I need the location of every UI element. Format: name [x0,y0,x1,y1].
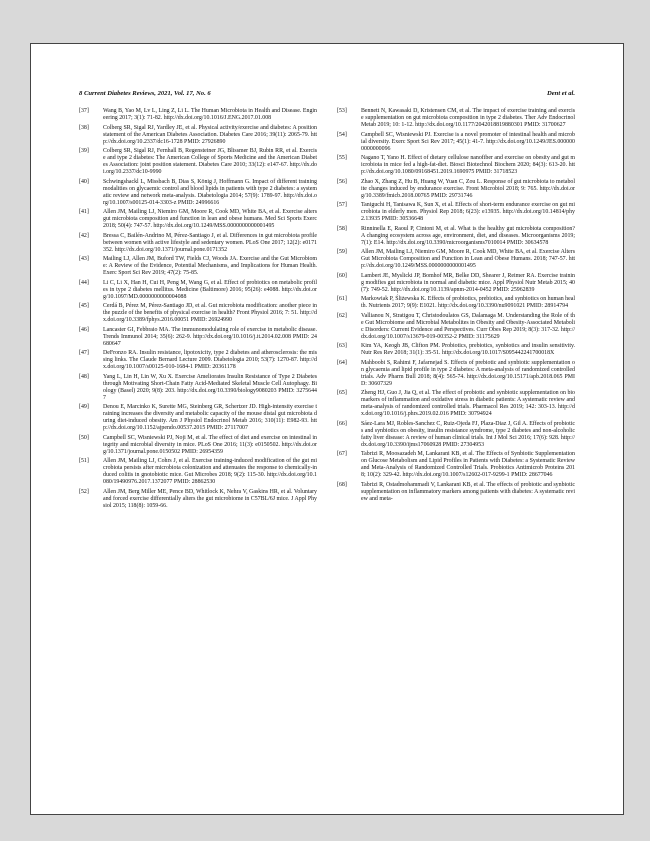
reference-number: [59] [337,249,347,255]
reference-number: [47] [79,350,89,356]
document-page [30,43,624,815]
reference-text: Schwingshackl L, Missbach B, Dias S, König J, Hoffmann G. Impact of different training modalities on glycaemic control and blood lipids in patients with type 2 diabetes: a systematic review and network meta-analysis. Diabetologia 2014; 57(9): 1789-97. http://dx.doi.org/10.1007/s00125-014-3303-z PMID: 24996616 [103,178,317,206]
reference-entry [337,202,575,223]
reference-entry [337,132,575,153]
reference-text: Zheng HJ, Guo J, Jia Q, et al. The effect of probiotic and synbiotic supplementation on biomarkers of inflammation and oxidative stress in diabetic patients: A systematic review and meta-analysis of randomized controlled trials. Pharmacol Res 2019; 142: 303-13. http://dx.doi.org/10.1016/j.phrs.2019.02.016 PMID: 30794924 [361,390,575,417]
reference-text: Li C, Li X, Han H, Cui H, Peng M, Wang G, et al. Effect of probiotics on metabolic profiles in type 2 diabetes mellitus. Medicine (Baltimore) 2016; 95(26): e4088. http://dx.doi.org/10.1097/MD.0000000000004088 [103,279,317,300]
reference-number: [61] [337,296,347,302]
reference-text: Vallianou N, Stratigou T, Christodoulatos GS, Dalamaga M. Understanding the Role of the Gut Microbiome and Microbial Metabolites in Obesity and Obesity-Associated Metabolic Disorders: Current Evidence and Perspectives. Curr Obes Rep 2019; 8(3): 317-32. http://dx.doi.org/10.1007/s13679-019-00352-2 PMID: 31175629 [361,312,575,340]
reference-text: Yang L, Lin H, Lin W, Xu X. Exercise Ameliorates Insulin Resistance of Type 2 Diabetes through Motivating Short-Chain Fatty Acid-Mediated Skeletal Muscle Cell Autophagy. Biology (Basel) 2020; 9(8): 203. http://dx.doi.org/10.3390/biology9080203 PMID: 32756447 [103,373,317,401]
reference-number: [57] [337,202,347,208]
reference-number: [55] [337,155,347,161]
reference-entry [337,421,575,449]
reference-number: [67] [337,451,347,457]
reference-text: Allen JM, Berg Miller ME, Pence BD, Whitlock K, Nehra V, Gaskins HR, et al. Voluntary and forced exercise differentially alters the gut microbiome in C57BL/6J mice. J Appl Physiol 2015; 118(8): 1059-66. [103,488,317,509]
reference-text: Bennett N, Kawasaki D, Kristensen CM, et al. The impact of exercise training and exercise supplementation on gut microbiota composition in type 2 diabetes. Ther Adv Endocrinol Metab 2019; 10: 1-12. http://dx.doi.org/10.1177/2042018819880301 PMID: 31700627 [361,108,575,128]
reference-number: [42] [79,232,89,239]
reference-text: Allen JM, Mailing LJ, Niemiro GM, Moore R, Cook MD, White BA, et al. Exercise alters gut microbiota composition and function in lean and obese humans. Med Sci Sports Exerc 2018; 50(4): 747-57. http://dx.doi.org/10.1249/MSS.0000000000001495 [103,209,317,229]
reference-entry [79,303,317,324]
reference-number: [66] [337,420,347,427]
reference-text: Nagano T, Yano H. Effect of dietary cellulose nanofiber and exercise on obesity and gut microbiota in mice fed a high-fat-diet. Biosci Biotechnol Biochem 2020; 84(3): 613-20. http://dx.doi.org/10.1080/09168451.2019.1690975 PMID: 31718523 [361,155,575,175]
reference-entry [337,390,575,418]
reference-entry [79,458,317,486]
reference-entry [79,233,317,254]
reference-entry [79,209,317,230]
reference-text: Campbell SC, Wisniewski PJ, Noji M, et al. The effect of diet and exercise on intestinal integrity and microbial diversity in mice. PLoS One 2016; 11(3): e0150502. http://dx.doi.org/10.1371/journal.pone.0150502 PMID: 26954359 [103,434,317,455]
reference-number: [56] [337,178,347,185]
reference-entry [79,108,317,122]
reference-entry [79,148,317,176]
reference-entry [337,155,575,176]
reference-text: Bressa C, Bailén-Andrino M, Pérez-Santiago J, et al. Differences in gut microbiota profile between women with active lifestyle and sedentary women. PLoS One 2017; 12(2): e0171352. http://dx.doi.org/10.1371/journal.pone.0171352 [103,232,317,253]
reference-entry [337,451,575,479]
reference-entry [79,374,317,402]
reference-entry [337,296,575,310]
reference-number: [51] [79,458,89,464]
reference-text: Taniguchi H, Tanisawa K, Sun X, et al. Effects of short-term endurance exercise on gut microbiota in elderly men. Physiol Rep 2018; 6(23): e13935. http://dx.doi.org/10.14814/phy2.13935 PMID: 30536648 [361,202,575,222]
reference-number: [43] [79,256,89,262]
reference-number: [54] [337,131,347,138]
reference-entry [337,226,575,247]
reference-text: Allen JM, Mailing LJ, Niemiro GM, Moore R, Cook MD, White BA, et al. Exercise Alters Gut Microbiota Composition and Function in Lean and Obese Humans. 2018; 747-57. http://dx.doi.org/10.1249/MSS.0000000000001495 [361,249,575,269]
reference-number: [45] [79,303,89,309]
reference-columns [79,108,575,774]
reference-entry [79,280,317,301]
reference-text: Wang B, Yao M, Lv L, Ling Z, Li L. The Human Microbiota in Health and Disease. Engineering 2017; 3(1): 71-82. http://dx.doi.org/10.1016/J.ENG.2017.01.008 [103,108,317,121]
reference-text: DeFronzo RA. Insulin resistance, lipotoxicity, type 2 diabetes and atherosclerosis: the missing links. The Claude Bernard Lecture 2009. Diabetologia 2010; 53(7): 1270-87. http://dx.doi.org/10.1007/s00125-010-1684-1 PMID: 20361178 [103,350,317,370]
reference-entry [79,125,317,146]
reference-number: [53] [337,108,347,114]
reference-text: Lambert JE, Myslicki JP, Bomhof MR, Belke DD, Shearer J, Reimer RA. Exercise training modifies gut microbiota in normal and diabetic mice. Appl Physiol Nutr Metab 2015; 40(7): 749-52. http://dx.doi.org/10.1139/apnm-2014-0452 PMID: 25962839 [361,272,575,293]
reference-text: Cerdá B, Pérez M, Pérez-Santiago JD, et al. Gut microbiota modification: another piece in the puzzle of the benefits of physical exercise in health? Front Physiol 2016; 7: 51. http://dx.doi.org/10.3389/fphys.2016.00051 PMID: 26924990 [103,303,317,323]
reference-text: Tabrizi R, Moosazadeh M, Lankarani KB, et al. The Effects of Synbiotic Supplementation on Glucose Metabolism and Lipid Profiles in Patients with Diabetes: a Systematic Review and Meta-Analysis of Randomized Controlled Trials. Probiotics Antimicrob Proteins 2018; 10(2): 329-42. http://dx.doi.org/10.1007/s12602-017-9299-1 PMID: 28677046 [361,451,575,478]
reference-number: [60] [337,272,347,279]
reference-text: Tabrizi R, Ostadmohammadi V, Lankarani KB, et al. The effects of probiotic and synbiotic supplementation on inflammatory markers among patients with diabetes: A systematic review and meta- [361,481,575,502]
reference-text: Mailing LJ, Allen JM, Buford TW, Fields CJ, Woods JA. Exercise and the Gut Microbiome: A Review of the Evidence, Potential Mechanisms, and Implications for Human Health. Exerc Sport Sci Rev 2019; 47(2): 75-85. [103,256,317,276]
reference-number: [62] [337,312,347,319]
reference-text: Markowiak P, Śliżewska K. Effects of probiotics, prebiotics, and synbiotics on human health. Nutrients 2017; 9(9): E1021. http://dx.doi.org/10.3390/nu9091021 PMID: 28914794 [361,296,575,309]
reference-text: Sáez-Lara MJ, Robles-Sanchez C, Ruiz-Ojeda FJ, Plaza-Diaz J, Gil A. Effects of probiotics and synbiotics on obesity, insulin resistance syndrome, type 2 diabetes and non-alcoholic fatty liver disease: A review of human clinical trials. Int J Mol Sci 2016; 17(6): 928. http://dx.doi.org/10.3390/ijms17060928 PMID: 27304953 [361,420,575,448]
author-short: Dent et al. [546,90,575,97]
reference-entry [337,343,575,357]
reference-entry [337,360,575,388]
reference-entry [337,313,575,341]
reference-entry [337,249,575,270]
reference-entry [79,435,317,456]
reference-entry [79,489,317,510]
reference-entry [337,179,575,200]
reference-number: [40] [79,178,89,185]
reference-text: Allen JM, Mailing LJ, Cohrs J, et al. Exercise training-induced modification of the gut microbiota persists after microbiota colonization and attenuates the response to chemically-induced colitis in gnotobiotic mice. Gut Microbes 2018; 9(2): 115-30. http://dx.doi.org/10.1080/19490976.2017.1372077 PMID: 28862530 [103,458,317,485]
reference-number: [38] [79,124,89,131]
reference-number: [49] [79,404,89,410]
reference-number: [68] [337,481,347,488]
reference-column-right [337,108,575,774]
reference-number: [48] [79,373,89,380]
reference-entry [337,273,575,294]
reference-entry [79,256,317,277]
reference-number: [52] [79,488,89,495]
reference-text: Mahboobi S, Rahimi F, Jafarnejad S. Effects of prebiotic and synbiotic supplementation on glycaemia and lipid profile in type 2 diabetes: A meta-analysis of randomized controlled trials. Adv Pharm Bull 2018; 8(4): 565-74. http://dx.doi.org/10.15171/apb.2018.065 PMID: 30607329 [361,359,575,387]
reference-text: Rinninella E, Raoul P, Cintoni M, et al. What is the healthy gut microbiota composition? A changing ecosystem across age, environment, diet, and diseases. Microorganisms 2019; 7(1): E14. http://dx.doi.org/10.3390/microorganisms7010014 PMID: 30634578 [361,225,575,246]
journal-citation: 8 Current Diabetes Reviews, 2021, Vol. 17, No. 6 [79,90,211,97]
reference-number: [41] [79,209,89,215]
reference-number: [39] [79,148,89,154]
reference-text: Colberg SR, Sigal RJ, Yardley JE, et al. Physical activity/exercise and diabetes: A position statement of the American Diabetes Association. Diabetes Care 2016; 39(11): 2065-79. http://dx.doi.org/10.2337/dc16-1728 PMID: 27926890 [103,124,317,145]
reference-entry [337,108,575,129]
reference-entry [79,350,317,371]
reference-entry [79,404,317,432]
reference-text: Zhao X, Zhang Z, Hu B, Huang W, Yuan C, Zou L. Response of gut microbiota to metabolite changes induced by endurance exercise. Front Microbiol 2018; 9: 765. http://dx.doi.org/10.3389/fmicb.2018.00765 PMID: 29731746 [361,178,575,199]
reference-number: [64] [337,359,347,366]
reference-text: Denou E, Marcinko K, Surette MG, Steinberg GR, Schertzer JD. High-intensity exercise training increases the diversity and metabolic capacity of the mouse distal gut microbiota during diet-induced obesity. Am J Physiol Endocrinol Metab 2016; 310(11): E982-93. http://dx.doi.org/10.1152/ajpendo.00537.2015 PMID: 27117007 [103,404,317,431]
reference-number: [63] [337,343,347,349]
reference-number: [44] [79,279,89,286]
reference-text: Lancaster GI, Febbraio MA. The immunomodulating role of exercise in metabolic disease. Trends Immunol 2014; 35(6): 262-9. http://dx.doi.org/10.1016/j.it.2014.02.008 PMID: 24680647 [103,326,317,347]
reference-entry [337,482,575,503]
reference-number: [37] [79,108,89,114]
reference-text: Campbell SC, Wisniewski PJ. Exercise is a novel promoter of intestinal health and microbial diversity. Exerc Sport Sci Rev 2017; 45(1): 41-7. http://dx.doi.org/10.1249/JES.0000000000000096 [361,131,575,152]
reference-number: [58] [337,225,347,232]
reference-number: [46] [79,326,89,333]
reference-number: [65] [337,390,347,396]
reference-number: [50] [79,434,89,441]
reference-text: Kim YA, Keogh JB, Clifton PM. Probiotics, prebiotics, synbiotics and insulin sensitivity. Nutr Res Rev 2018; 31(1): 35-51. http://dx.doi.org/10.1017/S095442241700018X [361,343,575,356]
reference-column-left [79,108,317,774]
reference-entry [79,179,317,207]
running-head [79,90,575,97]
reference-text: Colberg SR, Sigal RJ, Fernhall B, Regensteiner JG, Blissmer BJ, Rubin RR, et al. Exercise and type 2 diabetes: The American College of Sports Medicine and the American Diabetes Association: joint position statement. Diabetes Care 2010; 33(12): e147-67. http://dx.doi.org/10.2337/dc10-9990 [103,148,317,175]
reference-entry [79,327,317,348]
